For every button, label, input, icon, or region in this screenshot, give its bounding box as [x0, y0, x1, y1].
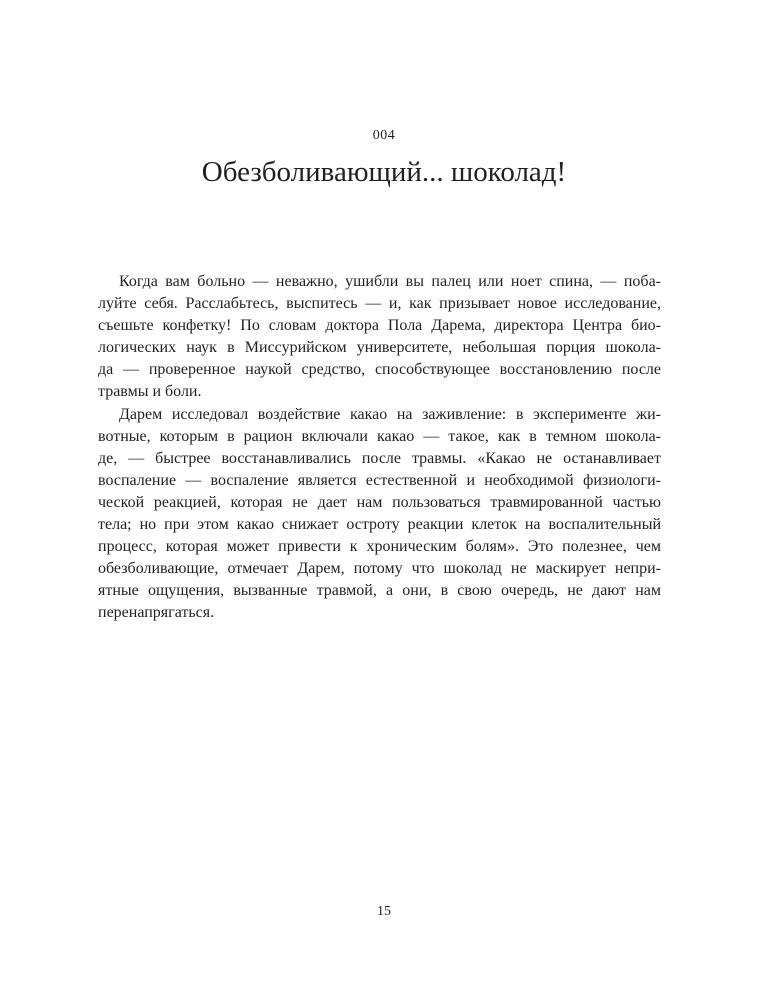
text-line: луйте себя. Расслабьтесь, выспитесь — и, как призывает новое исследование, — [98, 295, 661, 313]
text-line: ческой реакцией, которая не дает нам пользоваться травмированной частью — [98, 493, 661, 511]
body-text — [98, 271, 661, 625]
text-line: воспаление — воспаление является естественной и необходимой физиологи- — [98, 471, 661, 489]
text-line: перенапрягаться. — [98, 604, 215, 622]
text-line: травмы и боли. — [98, 383, 202, 401]
text-line: ятные ощущения, вызванные травмой, а они, в свою очередь, не дают нам — [98, 582, 661, 600]
text-line: процесс, которая может привести к хроническим болям». Это полезнее, чем — [98, 538, 661, 556]
text-line: Дарем исследовал воздействие какао на заживление: в эксперименте жи- — [119, 405, 661, 423]
text-line: вотные, которым в рацион включали какао — такое, как в темном шокола- — [98, 427, 661, 445]
chapter-title: Обезболивающий... шоколад! — [201, 156, 567, 188]
paragraph-1 — [98, 271, 661, 404]
paragraph-2 — [98, 404, 661, 625]
text-line: логических наук в Миссурийском университете, небольшая порция шокола- — [98, 339, 661, 357]
text-line: обезболивающие, отмечает Дарем, потому что шоколад не маскирует непри- — [98, 560, 661, 578]
text-line: да — проверенное наукой средство, способствующее восстановлению после — [98, 361, 661, 379]
text-line: тела; но при этом какао снижает остроту реакции клеток на воспалительный — [98, 516, 661, 534]
text-line: Когда вам больно — неважно, ушибли вы палец или ноет спина, — поба- — [119, 273, 661, 290]
chapter-number: 004 — [372, 128, 396, 143]
text-line: де, — быстрее восстанавливались после травмы. «Какао не останавливает — [98, 449, 661, 467]
text-line: съешьте конфетку! По словам доктора Пола Дарема, директора Центра био- — [98, 317, 661, 335]
page-number: 15 — [377, 904, 391, 919]
